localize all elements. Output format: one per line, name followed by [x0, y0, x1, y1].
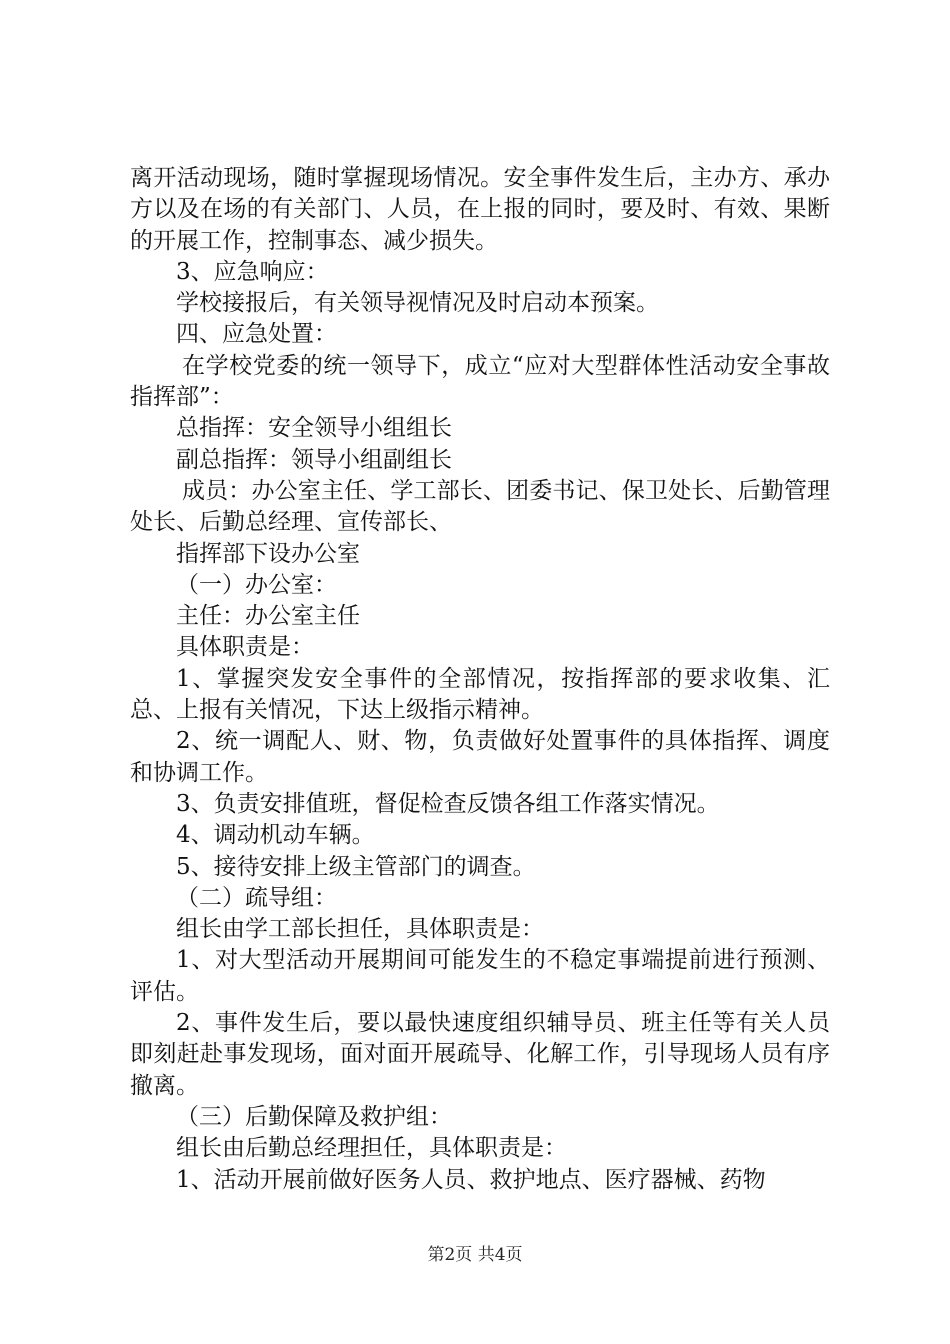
paragraph-guidance-duty-2: 2、事件发生后，要以最快速度组织辅导员、班主任等有关人员即刻赶赴事发现场，面对面开展疏导、化解工作，引导现场人员有序撤离。 — [130, 1010, 830, 1099]
paragraph-office-setup: 指挥部下设办公室 — [176, 540, 360, 567]
paragraph-duties-label: 具体职责是： — [176, 634, 314, 661]
paragraph-emergency-response-heading: 3、应急响应： — [176, 258, 329, 285]
paragraph-continuation: 离开活动现场，随时掌握现场情况。安全事件发生后，主办方、承办方以及在场的有关部门、人员，在上报的同时，要及时、有效、果断的开展工作，控制事态、减少损失。 — [130, 165, 830, 254]
paragraph-chief-commander: 总指挥：安全领导小组组长 — [176, 415, 452, 442]
paragraph-duty-3: 3、负责安排值班，督促检查反馈各组工作落实情况。 — [176, 790, 720, 817]
paragraph-members: 成员：办公室主任、学工部长、团委书记、保卫处长、后勤管理处长、后勤总经理、宣传部长、 — [130, 477, 830, 536]
page-footer: 第2页 共4页 — [427, 1245, 523, 1265]
paragraph-duty-1: 1、掌握突发安全事件的全部情况，按指挥部的要求收集、汇总、上报有关情况，下达上级指示精神。 — [130, 665, 830, 724]
paragraph-guidance-heading: （二）疏导组： — [176, 884, 337, 911]
paragraph-guidance-leader: 组长由学工部长担任，具体职责是： — [176, 916, 544, 943]
paragraph-section-four-heading: 四、应急处置： — [176, 321, 337, 348]
paragraph-logistics-leader: 组长由后勤总经理担任，具体职责是： — [176, 1135, 567, 1162]
paragraph-office-heading: （一）办公室： — [176, 571, 337, 598]
paragraph-guidance-duty-1: 1、对大型活动开展期间可能发生的不稳定事端提前进行预测、评估。 — [130, 947, 830, 1005]
paragraph-office-director: 主任：办公室主任 — [176, 603, 360, 630]
paragraph-logistics-duty-1: 1、活动开展前做好医务人员、救护地点、医疗器械、药物 — [176, 1166, 766, 1193]
paragraph-duty-2: 2、统一调配人、财、物，负责做好处置事件的具体指挥、调度和协调工作。 — [130, 728, 830, 786]
paragraph-duty-5: 5、接待安排上级主管部门的调查。 — [176, 853, 536, 880]
paragraph-logistics-heading: （三）后勤保障及救护组： — [176, 1103, 452, 1130]
paragraph-duty-4: 4、调动机动车辆。 — [176, 822, 375, 849]
paragraph-school-report: 学校接报后，有关领导视情况及时启动本预案。 — [176, 290, 659, 317]
paragraph-deputy-commander: 副总指挥：领导小组副组长 — [176, 446, 452, 473]
document-body — [130, 163, 830, 1196]
paragraph-command-setup: 在学校党委的统一领导下，成立“应对大型群体性活动安全事故指挥部”： — [130, 352, 830, 411]
